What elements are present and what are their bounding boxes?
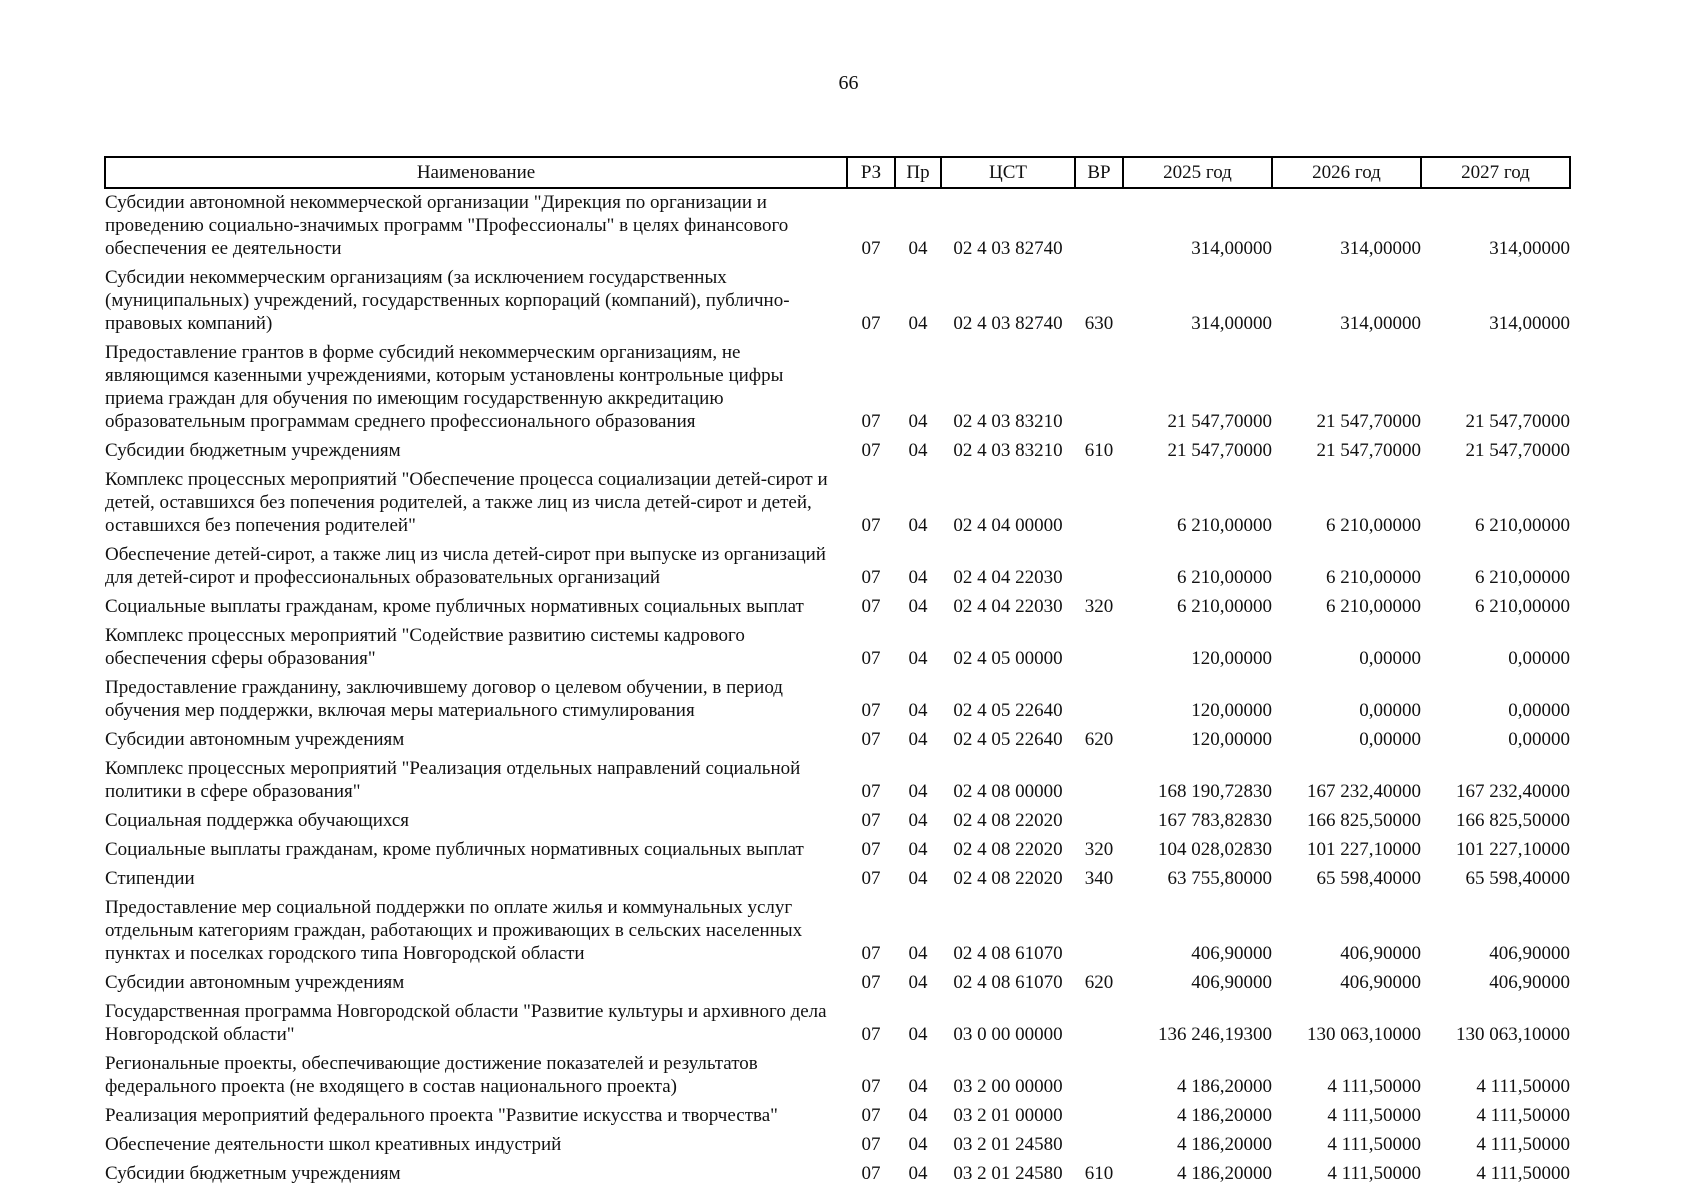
row-2026-cell: 314,00000 <box>1340 238 1421 259</box>
row-2026-cell: 4 111,50000 <box>1327 1076 1421 1097</box>
table-row <box>105 624 1570 676</box>
row-rz-cell: 07 <box>861 972 881 993</box>
table-body <box>105 188 1570 1191</box>
row-vr-cell <box>1075 341 1123 439</box>
row-vr-cell <box>1075 1052 1123 1104</box>
row-name-cell: Реализация мероприятий федерального проекта "Развитие искусства и творчества" <box>105 1105 778 1126</box>
row-rz-cell: 07 <box>861 1134 881 1155</box>
row-rz-cell: 07 <box>861 781 881 802</box>
row-cst-cell: 03 2 00 00000 <box>953 1076 1063 1097</box>
row-2027-cell: 166 825,50000 <box>1456 810 1570 831</box>
row-2025-cell: 167 783,82830 <box>1158 810 1272 831</box>
table-row <box>105 728 1570 757</box>
row-pr-cell: 04 <box>908 567 928 588</box>
row-pr-cell: 04 <box>908 868 928 889</box>
row-name-cell: Субсидии автономным учреждениям <box>105 972 405 993</box>
row-vr-cell: 620 <box>1084 972 1114 993</box>
row-2027-cell: 0,00000 <box>1508 729 1570 750</box>
row-rz-cell: 07 <box>861 440 881 461</box>
row-cst-cell: 02 4 04 22030 <box>953 596 1063 617</box>
row-2026-cell: 6 210,00000 <box>1326 596 1421 617</box>
row-2027-cell: 4 111,50000 <box>1476 1134 1570 1155</box>
row-rz-cell: 07 <box>861 868 881 889</box>
row-pr-cell: 04 <box>908 810 928 831</box>
row-rz-cell: 07 <box>861 1105 881 1126</box>
row-name-cell: Предоставление гражданину, заключившему договор о целевом обучении, в период обучения мер поддержки, включая меры материального стимулирования <box>105 677 783 721</box>
row-2026-cell: 0,00000 <box>1359 700 1421 721</box>
row-rz-cell: 07 <box>861 943 881 964</box>
row-vr-cell <box>1075 896 1123 971</box>
row-2026-cell: 6 210,00000 <box>1326 567 1421 588</box>
row-vr-cell <box>1075 1000 1123 1052</box>
row-cst-cell: 02 4 05 22640 <box>953 700 1063 721</box>
row-cst-cell: 02 4 08 22020 <box>953 868 1063 889</box>
row-2027-cell: 0,00000 <box>1508 648 1570 669</box>
row-2025-cell: 136 246,19300 <box>1158 1024 1272 1045</box>
row-cst-cell: 02 4 03 83210 <box>953 440 1063 461</box>
row-2026-cell: 0,00000 <box>1359 729 1421 750</box>
row-2027-cell: 406,90000 <box>1489 943 1570 964</box>
row-name-cell: Комплекс процессных мероприятий "Обеспечение процесса социализации детей-сирот и детей, оставшихся без попечения родителей, а также лиц из числа детей-сирот и детей, оставшихся без попечения родителей" <box>105 469 828 536</box>
header-name: Наименование <box>105 157 847 188</box>
row-name-cell: Государственная программа Новгородской области "Развитие культуры и архивного дела Новгородской области" <box>105 1001 827 1045</box>
row-2026-cell: 65 598,40000 <box>1316 868 1421 889</box>
row-rz-cell: 07 <box>861 596 881 617</box>
row-2027-cell: 21 547,70000 <box>1465 411 1570 432</box>
row-rz-cell: 07 <box>861 238 881 259</box>
row-name-cell: Субсидии некоммерческим организациям (за исключением государственных (муниципальных) учреждений, государственных корпораций (компаний), публично-правовых компаний) <box>105 267 790 334</box>
row-2025-cell: 314,00000 <box>1191 238 1272 259</box>
row-2025-cell: 406,90000 <box>1191 943 1272 964</box>
row-2025-cell: 120,00000 <box>1191 700 1272 721</box>
row-name-cell: Комплекс процессных мероприятий "Реализация отдельных направлений социальной политики в сфере образования" <box>105 758 801 802</box>
row-2025-cell: 21 547,70000 <box>1167 411 1272 432</box>
row-vr-cell: 620 <box>1084 729 1114 750</box>
page-number: 66 <box>838 72 859 94</box>
row-vr-cell: 610 <box>1084 1163 1114 1184</box>
row-2026-cell: 167 232,40000 <box>1307 781 1421 802</box>
row-vr-cell: 320 <box>1084 596 1114 617</box>
row-pr-cell: 04 <box>908 411 928 432</box>
row-2025-cell: 4 186,20000 <box>1177 1105 1272 1126</box>
row-cst-cell: 02 4 03 83210 <box>953 411 1063 432</box>
row-2027-cell: 4 111,50000 <box>1476 1076 1570 1097</box>
row-2025-cell: 4 186,20000 <box>1177 1163 1272 1184</box>
row-rz-cell: 07 <box>861 567 881 588</box>
row-2025-cell: 63 755,80000 <box>1167 868 1272 889</box>
row-2026-cell: 406,90000 <box>1340 972 1421 993</box>
row-name-cell: Предоставление мер социальной поддержки по оплате жилья и коммунальных услуг отдельным категориям граждан, работающих и проживающих в сельских населенных пунктах и поселках городского типа Новгородской области <box>105 897 803 964</box>
table-row <box>105 595 1570 624</box>
row-pr-cell: 04 <box>908 1024 928 1045</box>
row-2025-cell: 120,00000 <box>1191 648 1272 669</box>
row-rz-cell: 07 <box>861 729 881 750</box>
row-name-cell: Обеспечение деятельности школ креативных индустрий <box>105 1134 562 1155</box>
row-pr-cell: 04 <box>908 1076 928 1097</box>
row-vr-cell: 610 <box>1084 440 1114 461</box>
row-2027-cell: 6 210,00000 <box>1475 596 1570 617</box>
row-2026-cell: 21 547,70000 <box>1316 411 1421 432</box>
row-2025-cell: 4 186,20000 <box>1177 1076 1272 1097</box>
row-2025-cell: 314,00000 <box>1191 313 1272 334</box>
row-pr-cell: 04 <box>908 1163 928 1184</box>
row-pr-cell: 04 <box>908 1134 928 1155</box>
table-header <box>105 157 1570 188</box>
row-vr-cell <box>1075 624 1123 676</box>
row-cst-cell: 03 2 01 24580 <box>953 1163 1063 1184</box>
row-2026-cell: 4 111,50000 <box>1327 1134 1421 1155</box>
row-rz-cell: 07 <box>861 1024 881 1045</box>
row-2027-cell: 21 547,70000 <box>1465 440 1570 461</box>
row-2026-cell: 406,90000 <box>1340 943 1421 964</box>
row-2025-cell: 6 210,00000 <box>1177 567 1272 588</box>
row-name-cell: Субсидии автономным учреждениям <box>105 729 405 750</box>
table-row <box>105 838 1570 867</box>
table-row <box>105 1052 1570 1104</box>
row-vr-cell <box>1075 543 1123 595</box>
row-cst-cell: 02 4 08 00000 <box>953 781 1063 802</box>
row-name-cell: Предоставление грантов в форме субсидий некоммерческим организациям, не являющимся казенными учреждениями, которым установлены контрольные цифры приема граждан для обучения по имеющим государственную аккредитацию образовательным программам среднего профессионального образования <box>105 342 784 432</box>
row-name-cell: Субсидии бюджетным учреждениям <box>105 440 401 461</box>
row-2026-cell: 166 825,50000 <box>1307 810 1421 831</box>
row-pr-cell: 04 <box>908 943 928 964</box>
row-name-cell: Социальная поддержка обучающихся <box>105 810 410 831</box>
row-rz-cell: 07 <box>861 411 881 432</box>
table-row <box>105 468 1570 543</box>
row-cst-cell: 02 4 08 61070 <box>953 972 1063 993</box>
row-name-cell: Субсидии автономной некоммерческой организации "Дирекция по организации и проведению социально-значимых программ "Профессионалы" в целях финансового обеспечения ее деятельности <box>105 192 789 259</box>
table-row <box>105 1133 1570 1162</box>
row-cst-cell: 02 4 05 22640 <box>953 729 1063 750</box>
row-cst-cell: 02 4 03 82740 <box>953 238 1063 259</box>
row-2025-cell: 4 186,20000 <box>1177 1134 1272 1155</box>
table-row <box>105 1162 1570 1191</box>
header-pr: Пр <box>895 157 941 188</box>
row-pr-cell: 04 <box>908 700 928 721</box>
row-2026-cell: 130 063,10000 <box>1307 1024 1421 1045</box>
row-name-cell: Субсидии бюджетным учреждениям <box>105 1163 401 1184</box>
table-row <box>105 1000 1570 1052</box>
header-2027: 2027 год <box>1421 157 1570 188</box>
row-pr-cell: 04 <box>908 781 928 802</box>
row-2025-cell: 6 210,00000 <box>1177 515 1272 536</box>
row-vr-cell <box>1075 1104 1123 1133</box>
row-pr-cell: 04 <box>908 440 928 461</box>
row-2026-cell: 4 111,50000 <box>1327 1163 1421 1184</box>
row-vr-cell: 320 <box>1084 839 1114 860</box>
row-vr-cell <box>1075 676 1123 728</box>
table-row <box>105 188 1570 266</box>
row-cst-cell: 02 4 04 22030 <box>953 567 1063 588</box>
row-2025-cell: 21 547,70000 <box>1167 440 1272 461</box>
row-2027-cell: 65 598,40000 <box>1465 868 1570 889</box>
row-pr-cell: 04 <box>908 238 928 259</box>
row-pr-cell: 04 <box>908 515 928 536</box>
row-pr-cell: 04 <box>908 648 928 669</box>
table-row <box>105 809 1570 838</box>
row-name-cell: Региональные проекты, обеспечивающие достижение показателей и результатов федерального проекта (не входящего в состав национального проекта) <box>105 1053 758 1097</box>
row-pr-cell: 04 <box>908 839 928 860</box>
row-vr-cell <box>1075 1133 1123 1162</box>
row-2027-cell: 314,00000 <box>1489 238 1570 259</box>
table-row <box>105 266 1570 341</box>
row-2027-cell: 0,00000 <box>1508 700 1570 721</box>
row-vr-cell: 340 <box>1084 868 1114 889</box>
row-2027-cell: 101 227,10000 <box>1456 839 1570 860</box>
row-rz-cell: 07 <box>861 515 881 536</box>
table-row <box>105 896 1570 971</box>
row-name-cell: Комплекс процессных мероприятий "Содействие развитию системы кадрового обеспечения сферы образования" <box>105 625 745 669</box>
row-2026-cell: 101 227,10000 <box>1307 839 1421 860</box>
row-cst-cell: 02 4 04 00000 <box>953 515 1063 536</box>
row-vr-cell <box>1075 757 1123 809</box>
row-name-cell: Обеспечение детей-сирот, а также лиц из числа детей-сирот при выпуске из организаций для детей-сирот и профессиональных образовательных организаций <box>105 544 826 588</box>
row-cst-cell: 02 4 05 00000 <box>953 648 1063 669</box>
row-2025-cell: 168 190,72830 <box>1158 781 1272 802</box>
row-vr-cell <box>1075 188 1123 266</box>
row-vr-cell: 630 <box>1084 313 1114 334</box>
row-name-cell: Стипендии <box>105 868 195 889</box>
row-cst-cell: 03 2 01 00000 <box>953 1105 1063 1126</box>
row-pr-cell: 04 <box>908 313 928 334</box>
row-rz-cell: 07 <box>861 700 881 721</box>
row-2026-cell: 6 210,00000 <box>1326 515 1421 536</box>
row-rz-cell: 07 <box>861 810 881 831</box>
table-row <box>105 439 1570 468</box>
table-row <box>105 543 1570 595</box>
row-rz-cell: 07 <box>861 839 881 860</box>
row-2026-cell: 0,00000 <box>1359 648 1421 669</box>
row-2027-cell: 4 111,50000 <box>1476 1163 1570 1184</box>
row-2027-cell: 6 210,00000 <box>1475 567 1570 588</box>
row-2025-cell: 120,00000 <box>1191 729 1272 750</box>
row-vr-cell <box>1075 468 1123 543</box>
header-rz: РЗ <box>847 157 895 188</box>
row-2027-cell: 130 063,10000 <box>1456 1024 1570 1045</box>
row-cst-cell: 02 4 08 61070 <box>953 943 1063 964</box>
row-cst-cell: 02 4 03 82740 <box>953 313 1063 334</box>
row-cst-cell: 02 4 08 22020 <box>953 810 1063 831</box>
row-name-cell: Социальные выплаты гражданам, кроме публичных нормативных социальных выплат <box>105 596 804 617</box>
row-vr-cell <box>1075 809 1123 838</box>
row-rz-cell: 07 <box>861 648 881 669</box>
row-2025-cell: 104 028,02830 <box>1158 839 1272 860</box>
row-cst-cell: 02 4 08 22020 <box>953 839 1063 860</box>
budget-table <box>104 156 1571 1191</box>
row-pr-cell: 04 <box>908 1105 928 1126</box>
row-cst-cell: 03 0 00 00000 <box>953 1024 1063 1045</box>
row-2027-cell: 314,00000 <box>1489 313 1570 334</box>
row-2027-cell: 167 232,40000 <box>1456 781 1570 802</box>
row-rz-cell: 07 <box>861 313 881 334</box>
row-rz-cell: 07 <box>861 1076 881 1097</box>
header-cst: ЦСТ <box>941 157 1075 188</box>
row-2025-cell: 6 210,00000 <box>1177 596 1272 617</box>
table-row <box>105 676 1570 728</box>
row-2027-cell: 4 111,50000 <box>1476 1105 1570 1126</box>
row-rz-cell: 07 <box>861 1163 881 1184</box>
header-2025: 2025 год <box>1123 157 1272 188</box>
header-row <box>105 157 1570 188</box>
row-2027-cell: 6 210,00000 <box>1475 515 1570 536</box>
row-cst-cell: 03 2 01 24580 <box>953 1134 1063 1155</box>
row-2026-cell: 314,00000 <box>1340 313 1421 334</box>
header-vr: ВР <box>1075 157 1123 188</box>
row-2025-cell: 406,90000 <box>1191 972 1272 993</box>
table-row <box>105 867 1570 896</box>
table-row <box>105 341 1570 439</box>
row-name-cell: Социальные выплаты гражданам, кроме публичных нормативных социальных выплат <box>105 839 804 860</box>
row-pr-cell: 04 <box>908 972 928 993</box>
row-pr-cell: 04 <box>908 729 928 750</box>
table-row <box>105 1104 1570 1133</box>
table-row <box>105 757 1570 809</box>
header-2026: 2026 год <box>1272 157 1421 188</box>
row-2026-cell: 21 547,70000 <box>1316 440 1421 461</box>
table-row <box>105 971 1570 1000</box>
row-2027-cell: 406,90000 <box>1489 972 1570 993</box>
row-pr-cell: 04 <box>908 596 928 617</box>
row-2026-cell: 4 111,50000 <box>1327 1105 1421 1126</box>
